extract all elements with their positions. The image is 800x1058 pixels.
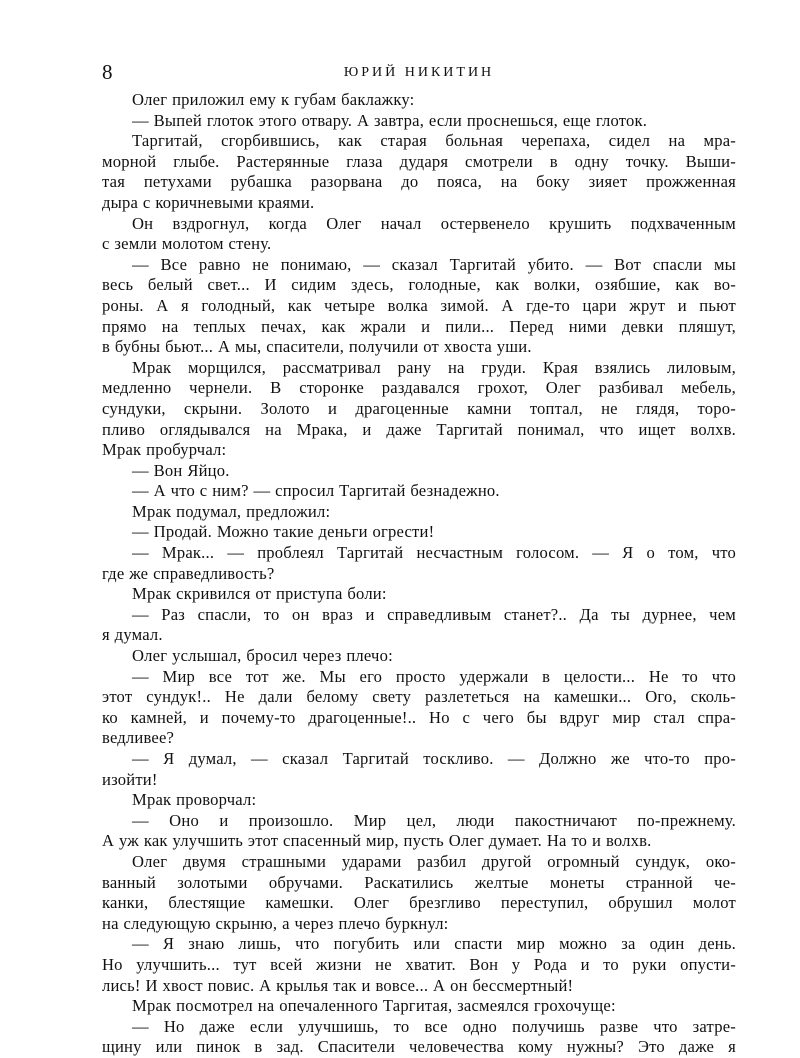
paragraph <box>102 996 736 1017</box>
text-line: щину или пинок в зад. Спасители человечества кому нужны? Это даже я <box>102 1037 736 1057</box>
text-line: ванный золотыми обручами. Раскатились желтые монеты странной че- <box>102 872 736 892</box>
text-line: — Оно и произошло. Мир цел, люди пакостничают по-прежнему. <box>132 810 736 830</box>
text-line: ко камней, и почему-то драгоценные!.. Но с чего бы вдруг мир стал спра- <box>102 707 736 727</box>
text-line: Олег услышал, бросил через плечо: <box>132 646 393 666</box>
text-line: где же справедливость? <box>102 563 275 583</box>
paragraph <box>102 502 736 523</box>
text-line: — Вон Яйцо. <box>132 460 230 480</box>
text-line: дыра с коричневыми краями. <box>102 192 315 212</box>
paragraph <box>102 605 736 646</box>
text-line: А уж как улучшить этот спасенный мир, пусть Олег думает. На то и волхв. <box>102 831 652 851</box>
text-line: с земли молотом стену. <box>102 234 272 254</box>
text-line: — Мрак... — проблеял Таргитай несчастным голосом. — Я о том, что <box>132 543 736 563</box>
text-line: Мрак морщился, рассматривал рану на груди. Края взялись лиловым, <box>132 357 736 377</box>
text-line: Но улучшить... тут всей жизни не хватит. Вон у Рода и то руки опусти- <box>102 954 736 974</box>
paragraph <box>102 481 736 502</box>
paragraph <box>102 1017 736 1058</box>
text-line: морной глыбе. Растерянные глаза дударя смотрели в одну точку. Выши- <box>102 151 736 171</box>
text-line: Олег двумя страшными ударами разбил другой огромный сундук, око- <box>132 851 736 871</box>
text-line: Таргитай, сгорбившись, как старая больная черепаха, сидел на мра- <box>132 131 736 151</box>
text-line: — Все равно не понимаю, — сказал Таргитай убито. — Вот спасли мы <box>132 254 736 274</box>
text-line: тая петухами рубашка разорвана до пояса, на боку зияет прожженная <box>102 172 736 192</box>
text-line: — Я думал, — сказал Таргитай тоскливо. — Должно же что-то про- <box>132 749 736 768</box>
text-line: канки, блестящие камешки. Олег брезгливо переступил, обрушил молот <box>102 893 736 913</box>
paragraph <box>102 255 736 358</box>
text-line: ведливее? <box>102 728 175 748</box>
text-line: Мрак пробурчал: <box>102 440 227 460</box>
text-line: — Но даже если улучшишь, то все одно получишь разве что затре- <box>132 1016 736 1036</box>
paragraph <box>102 749 736 790</box>
paragraph <box>102 584 736 605</box>
paragraph <box>102 811 736 852</box>
text-line: Мрак подумал, предложил: <box>132 501 331 521</box>
paragraph <box>102 852 736 934</box>
text-line: на следующую скрыню, а через плечо буркнул: <box>102 913 449 933</box>
running-title: ЮРИЙ НИКИТИН <box>343 65 495 80</box>
text-line: Олег приложил ему к губам баклажку: <box>132 90 415 109</box>
paragraph <box>102 111 736 132</box>
paragraph <box>102 522 736 543</box>
text-line: Он вздрогнул, когда Олег начал остервенело крушить подхваченным <box>132 213 736 233</box>
text-line: лись! И хвост повис. А крылья так и вовсе... А он бессмертный! <box>102 975 574 995</box>
text-line: Мрак посмотрел на опечаленного Таргитая, засмеялся грохочуще: <box>132 996 616 1016</box>
text-line: — Продай. Можно такие деньги огрести! <box>132 522 435 542</box>
paragraph <box>102 934 736 996</box>
page-header <box>102 60 736 84</box>
text-line: сундуки, скрыни. Золото и драгоценные камни топтал, не глядя, торо- <box>102 398 736 418</box>
text-line: в бубны бьют... А мы, спасители, получили от хвоста уши. <box>102 337 532 357</box>
paragraph <box>102 214 736 255</box>
paragraph <box>102 790 736 811</box>
page-number: 8 <box>102 60 113 84</box>
text-line: — Мир все тот же. Мы его просто удержали в целости... Не то что <box>132 666 736 686</box>
body-text <box>102 90 736 1058</box>
paragraph <box>102 667 736 749</box>
paragraph <box>102 90 736 111</box>
text-line: — А что с ним? — спросил Таргитай безнадежно. <box>132 481 500 501</box>
text-line: — Я знаю лишь, что погубить или спасти мир можно за один день. <box>132 934 736 954</box>
paragraph <box>102 543 736 584</box>
text-line: пливо оглядывался на Мрака, и даже Таргитай понимал, что ищет волхв. <box>102 419 736 439</box>
text-line: этот сундук!.. Не дали белому свету разлететься на камешки... Ого, сколь- <box>102 687 736 707</box>
text-line: — Раз спасли, то он враз и справедливым станет?.. Да ты дурнее, чем <box>132 604 736 624</box>
text-line: изойти! <box>102 769 158 789</box>
paragraph <box>102 646 736 667</box>
paragraph <box>102 358 736 461</box>
paragraph <box>102 461 736 482</box>
text-line: медленно чернели. В сторонке раздавался грохот, Олег разбивал мебель, <box>102 378 736 398</box>
text-line: весь белый свет... И сидим здесь, голодные, как волки, озябшие, как во- <box>102 275 736 295</box>
text-line: — Выпей глоток этого отвару. А завтра, если проснешься, еще глоток. <box>132 110 648 130</box>
paragraph <box>102 131 736 213</box>
text-line: прямо на теплых печах, как жрали и пили... Перед ними девки пляшут, <box>102 316 736 336</box>
text-line: я думал. <box>102 625 163 645</box>
text-line: Мрак проворчал: <box>132 790 257 810</box>
text-line: роны. А я голодный, как четыре волка зимой. А где-то цари жрут и пьют <box>102 295 736 315</box>
text-line: Мрак скривился от приступа боли: <box>132 584 387 604</box>
